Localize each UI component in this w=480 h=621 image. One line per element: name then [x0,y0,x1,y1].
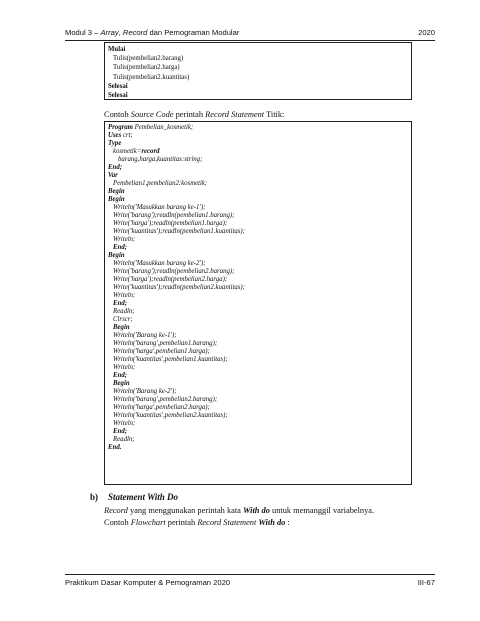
code-text: Pembelian1,pembelian2:kosmetik; [113,180,208,187]
code-keyword: Begin [108,188,125,195]
code-line [108,212,411,220]
code-line [108,164,411,172]
code-line [108,348,411,356]
pseudocode-box [104,42,412,100]
code-line [108,276,411,284]
pseudocode-line: Selesai [108,82,128,90]
code-keyword: Begin [113,324,130,331]
code-line [108,244,411,252]
code-text: kosmetik= [113,148,142,155]
code-line [108,436,411,444]
code-text: crt; [121,132,133,139]
code-text: Writeln('Barang ke-2'); [113,388,177,395]
code-line [108,132,411,140]
section-heading: b) Statement With Do [90,492,179,502]
code-line [108,228,411,236]
code-line [108,372,411,380]
code-keyword: End; [113,372,127,379]
code-text: Write('kuantitas');readln(pembelian1.kuantitas); [113,228,245,235]
code-text: Write('kuantitas');readln(pembelian2.kuantitas); [113,284,245,291]
code-text: Writeln('harga',pembelian1.harga); [113,348,210,355]
code-text: Readln; [113,308,135,315]
code-line [108,412,411,420]
code-line [108,404,411,412]
code-keyword: record [141,148,160,155]
code-keyword: End; [113,300,127,307]
code-line [108,356,411,364]
code-line [108,236,411,244]
code-line [108,140,411,148]
code-keyword: End; [113,244,127,251]
source-code-caption: Contoh Source Code perintah Record Statement Titik: [104,110,285,119]
code-keyword: Begin [108,196,125,203]
source-code-box [104,121,412,485]
code-line [108,252,411,260]
code-line [108,388,411,396]
code-keyword: Uses [108,132,122,139]
code-line [108,444,411,452]
code-line [108,180,411,188]
code-keyword: End; [108,164,122,171]
code-keyword: Program [108,124,133,131]
paragraph-with-do: Record yang menggunakan perintah kata With do untuk memanggil variabelnya. [104,506,375,515]
pseudocode-line: Tulis(pembelian2.harga) [113,64,180,72]
code-line [108,332,411,340]
code-line [108,308,411,316]
code-line [108,380,411,388]
code-keyword: Var [108,172,118,179]
page-footer [65,574,435,587]
code-line [108,420,411,428]
code-text: barang,harga,kuantitas:string; [118,156,203,163]
code-line [108,268,411,276]
code-text: Write('harga');readln(pembelian2.harga); [113,276,228,283]
code-line [108,260,411,268]
code-line [108,324,411,332]
code-text: Writeln('kuantitas',pembelian1.kuantitas); [113,356,228,363]
code-text: Writeln('Barang ke-1'); [113,332,177,339]
code-text: Write('barang');readln(pembelian1.barang); [113,212,235,219]
code-line [108,340,411,348]
pseudocode-line: Tulis(pembelian2.barang) [113,55,184,63]
code-line [108,300,411,308]
code-line [108,148,411,156]
footer-title: Praktikum Dasar Komputer & Pemograman 2020 [65,578,231,587]
code-line [108,396,411,404]
pseudocode-line: Selesai [108,92,128,100]
code-line [108,428,411,436]
paragraph-flowchart: Contoh Flowchart perintah Record Statement With do : [104,518,290,527]
code-text: Clrscr; [113,316,133,323]
code-line [108,196,411,204]
code-text: Writeln('harga',pembelian2.harga); [113,404,210,411]
code-line [108,172,411,180]
code-text: Writeln; [113,420,136,427]
code-line [108,156,411,164]
code-line [108,364,411,372]
code-line [108,220,411,228]
code-text: Writeln('barang',pembelian1.barang); [113,340,218,347]
code-line [108,292,411,300]
code-line [108,316,411,324]
code-keyword: Type [108,140,122,147]
code-text: Writeln('Masukkan barang ke-2'); [113,260,206,267]
code-text: Write('harga');readln(pembelian1.harga); [113,220,228,227]
code-text: Writeln('kuantitas',pembelian2.kuantitas); [113,412,228,419]
page-header [65,26,435,41]
code-text: Writeln('Masukkan barang ke-1'); [113,204,206,211]
page-number: III-67 [417,578,435,587]
code-line [108,124,411,132]
code-line [108,284,411,292]
code-keyword: Begin [113,380,130,387]
code-text: Writeln; [113,292,136,299]
code-keyword: Begin [108,252,125,259]
code-text: Pembelian_kosmetik; [132,124,194,131]
header-year: 2020 [418,28,435,37]
pseudocode-line: Mulai [108,46,126,53]
code-text: Readln; [113,436,135,443]
module-title: Modul 3 – Array, Record dan Pemograman Modular [65,28,240,37]
code-line [108,188,411,196]
code-keyword: End. [108,444,122,451]
code-text: Writeln; [113,364,136,371]
code-text: Writeln('barang',pembelian2.barang); [113,396,218,403]
pseudocode-line: Tulis(pembelian2.kuantitas) [113,73,190,81]
code-line [108,204,411,212]
code-keyword: End; [113,428,127,435]
code-text: Writeln; [113,236,136,243]
code-text: Write('barang');readln(pembelian2.barang); [113,268,235,275]
